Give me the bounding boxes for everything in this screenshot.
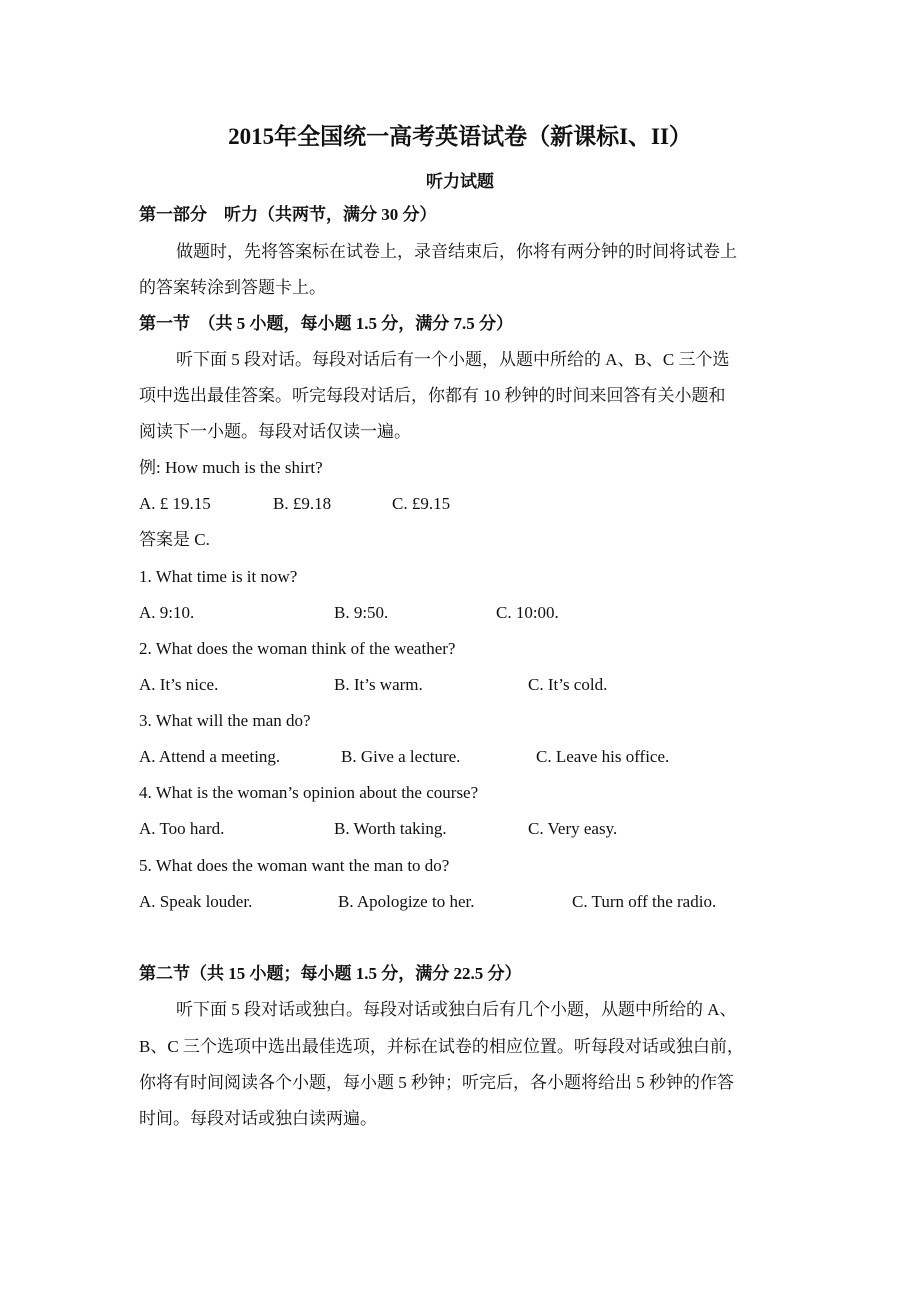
question-1-option-b: B. 9:50.: [334, 603, 389, 622]
question-5: 5. What does the woman want the man to do?: [139, 856, 450, 875]
question-3: 3. What will the man do?: [139, 711, 311, 730]
question-3-option-c: C. Leave his office.: [536, 747, 670, 766]
question-4-option-a: A. Too hard.: [139, 819, 225, 838]
section2-instruction-line: 听下面 5 段对话或独白。每段对话或独白后有几个小题，从题中所给的 A、: [176, 1000, 737, 1019]
question-3-option-b: B. Give a lecture.: [341, 747, 461, 766]
section2-instruction-line: 你将有时间阅读各个小题，每小题 5 秒钟；听完后，各小题将给出 5 秒钟的作答: [139, 1073, 734, 1092]
question-2-option-c: C. It’s cold.: [528, 675, 608, 694]
question-3-option-a: A. Attend a meeting.: [139, 747, 281, 766]
part1-instruction-line: 的答案转涂到答题卡上。: [139, 278, 326, 297]
example-answer: 答案是 C.: [139, 530, 210, 549]
question-2-option-b: B. It’s warm.: [334, 675, 423, 694]
question-5-option-b: B. Apologize to her.: [338, 892, 475, 911]
question-2-option-a: A. It’s nice.: [139, 675, 219, 694]
question-5-option-c: C. Turn off the radio.: [572, 892, 717, 911]
section1-heading: 第一节 （共 5 小题，每小题 1.5 分，满分 7.5 分）: [139, 314, 513, 333]
document-subtitle: 听力试题: [426, 172, 494, 191]
question-4-option-b: B. Worth taking.: [334, 819, 447, 838]
example-option-b: B. £9.18: [273, 494, 332, 513]
example-question: 例: How much is the shirt?: [139, 458, 323, 477]
question-4-option-c: C. Very easy.: [528, 819, 618, 838]
question-1-option-a: A. 9:10.: [139, 603, 195, 622]
question-1: 1. What time is it now?: [139, 567, 298, 586]
section1-instruction-line: 项中选出最佳答案。听完每段对话后，你都有 10 秒钟的时间来回答有关小题和: [139, 386, 726, 405]
section1-instruction-line: 阅读下一小题。每段对话仅读一遍。: [139, 422, 411, 441]
part1-heading: 第一部分 听力（共两节，满分 30 分）: [139, 205, 437, 224]
example-option-a: A. £ 19.15: [139, 494, 211, 513]
question-1-option-c: C. 10:00.: [496, 603, 559, 622]
section2-instruction-line: 时间。每段对话或独白读两遍。: [139, 1109, 377, 1128]
question-2: 2. What does the woman think of the weather?: [139, 639, 456, 658]
example-option-c: C. £9.15: [392, 494, 451, 513]
question-5-option-a: A. Speak louder.: [139, 892, 253, 911]
question-4: 4. What is the woman’s opinion about the course?: [139, 783, 479, 802]
document-title: 2015年全国统一高考英语试卷（新课标I、II）: [228, 124, 692, 149]
section2-heading: 第二节（共 15 小题；每小题 1.5 分，满分 22.5 分）: [139, 964, 522, 983]
part1-instruction-line: 做题时，先将答案标在试卷上，录音结束后，你将有两分钟的时间将试卷上: [176, 242, 737, 261]
section2-instruction-line: B、C 三个选项中选出最佳选项，并标在试卷的相应位置。听每段对话或独白前，: [139, 1037, 744, 1056]
section1-instruction-line: 听下面 5 段对话。每段对话后有一个小题，从题中所给的 A、B、C 三个选: [176, 350, 730, 369]
